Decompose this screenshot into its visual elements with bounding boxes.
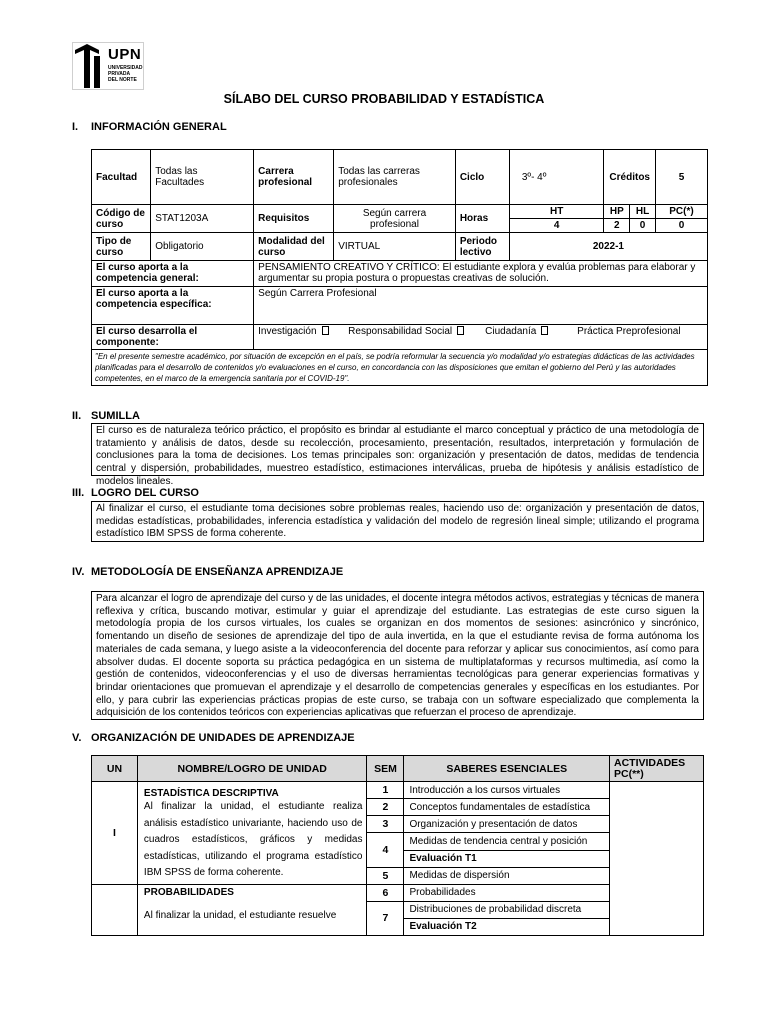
creditos-value: 5 xyxy=(655,150,707,205)
ciclo-value: 3º- 4º xyxy=(509,150,604,205)
section-heading-sumilla: II. SUMILLA xyxy=(72,410,140,422)
modalidad-label: Modalidad del curso xyxy=(254,233,334,261)
unit-number: I xyxy=(92,782,138,885)
facultad-label: Facultad xyxy=(92,150,151,205)
comp-ciudadania: Ciudadanía xyxy=(485,326,548,337)
section-heading-logro: III. LOGRO DEL CURSO xyxy=(72,487,199,499)
horas-label: Horas xyxy=(455,205,509,233)
col-un: UN xyxy=(92,756,138,782)
evaluacion-t2: Evaluación T2 xyxy=(404,918,610,935)
requisitos-value: Según carrera profesional xyxy=(334,205,456,233)
units-table xyxy=(91,755,704,936)
logo-text: UPN xyxy=(108,46,142,63)
sem-number: 2 xyxy=(367,799,404,816)
sem-number: 7 xyxy=(367,901,404,935)
saber-item: Medidas de tendencia central y posición xyxy=(404,833,610,851)
covid-note: "En el presente semestre académico, por situación de excepción en el país, se podría reformular la secuencia y/o modalidad y/o estrategias didácticas de las actividades planificadas para el desarrollo de contenidos y/o evaluaciones en el curso, en concordancia con las disposiciones que emitan el gobierno del Perú y las autoridades competentes, en el marco de la emergencia sanitaria por el COVID-19". xyxy=(92,350,708,386)
hp-label: HP xyxy=(604,205,630,219)
evaluacion-t1: Evaluación T1 xyxy=(404,850,610,867)
saber-item: Probabilidades xyxy=(404,884,610,901)
upn-logo xyxy=(72,42,144,90)
codigo-label: Código de curso xyxy=(92,205,151,233)
unit-2-title: PROBABILIDADES xyxy=(143,886,234,898)
componentes xyxy=(254,325,708,350)
table-row xyxy=(92,782,704,799)
metodologia-text: Para alcanzar el logro de aprendizaje del curso y de las unidades, el docente integra métodos activos, estrategias y técnicas de manera reflexiva y crítica, buscando motivar, estimular y guiar el aprendizaje del estudiante. Las estrategias de este curso siguen la metodología propia de los cursos virtuales, los cuales se organizan en dos momentos de sesiones: asincrónico y sincrónico, fomentando un diseño de sesiones de aprendizaje del tipo de aula invertida, en la que el estudiante revisa de forma autónoma los materiales de cada semana, y luego asiste a la videoconferencia del docente para reforzar y aplicar sus conocimientos, así como para absolver dudas. El docente soporta su práctica pedagógica en un sistema de multiplataformas y recursos multimedia, así como la gestión de contenidos, videoconferencias y el uso de diversas herramientas tecnológicas para generar experiencias formativas y brindar orientaciones que promuevan el aprendizaje y el desarrollo de competencias generales y específicas en los estudiantes. Por ello, y para cubrir las experiencias prácticas propias de este curso, se trabaja con un software especializado que complementa la adquisición de los contenidos teóricos con experiencias aplicativas que refuerzan el proceso de aprendizaje. xyxy=(91,591,704,720)
hl-label: HL xyxy=(630,205,656,219)
unit-1-cell xyxy=(137,782,367,885)
desarrolla-label: El curso desarrolla el componente: xyxy=(92,325,254,350)
checkbox-icon[interactable] xyxy=(457,326,464,335)
comp-practica: Práctica Preprofesional xyxy=(577,326,681,337)
col-actividades: ACTIVIDADES PC(**) xyxy=(610,756,704,782)
codigo-value: STAT1203A xyxy=(151,205,254,233)
aporta-especifica-label: El curso aporta a la competencia específica: xyxy=(92,287,254,325)
sem-number: 5 xyxy=(367,867,404,884)
saber-item: Medidas de dispersión xyxy=(404,867,610,884)
col-saberes: SABERES ESENCIALES xyxy=(404,756,610,782)
actividades-cell xyxy=(610,782,704,936)
unit-2-cell xyxy=(137,884,367,935)
section-heading-metodologia: IV. METODOLOGÍA DE ENSEÑANZA APRENDIZAJE xyxy=(72,566,344,578)
tipo-value: Obligatorio xyxy=(151,233,254,261)
pc-value: 0 xyxy=(655,219,707,233)
col-sem: SEM xyxy=(367,756,404,782)
saber-item: Distribuciones de probabilidad discreta xyxy=(404,901,610,918)
periodo-value: 2022-1 xyxy=(509,233,707,261)
col-nombre: NOMBRE/LOGRO DE UNIDAD xyxy=(137,756,367,782)
sem-number: 6 xyxy=(367,884,404,901)
requisitos-label: Requisitos xyxy=(254,205,334,233)
aporta-general-value: PENSAMIENTO CREATIVO Y CRÍTICO: El estudiante explora y evalúa problemas para elaborar y argumentar su propia postura o propuestas creativas de solución. xyxy=(254,261,708,287)
aporta-especifica-value: Según Carrera Profesional xyxy=(254,287,708,325)
unit-2-logro: Al finalizar la unidad, el estudiante resuelve xyxy=(143,909,337,921)
ciclo-label: Ciclo xyxy=(455,150,509,205)
hp-value: 2 xyxy=(604,219,630,233)
hl-value: 0 xyxy=(630,219,656,233)
sem-number: 4 xyxy=(367,833,404,868)
sem-number: 3 xyxy=(367,816,404,833)
logo-subtitle: UNIVERSIDAD PRIVADA DEL NORTE xyxy=(108,65,143,83)
pc-label: PC(*) xyxy=(655,205,707,219)
general-info-table xyxy=(91,149,708,386)
document-title: SÍLABO DEL CURSO PROBABILIDAD Y ESTADÍSTICA xyxy=(223,92,545,106)
unit-1-title: ESTADÍSTICA DESCRIPTIVA xyxy=(143,788,279,799)
sem-number: 1 xyxy=(367,782,404,799)
periodo-label: Periodo lectivo xyxy=(455,233,509,261)
section-heading-info-general: I. INFORMACIÓN GENERAL xyxy=(72,121,227,133)
comp-responsabilidad: Responsabilidad Social xyxy=(348,326,464,337)
logro-text: Al finalizar el curso, el estudiante toma decisiones sobre problemas reales, haciendo uso de: organización y presentación de datos, medidas estadísticas, probabilidades, inferencia estadística y validación del modelo de regresión lineal simple; utilizando el programa estadístico IBM SPSS de forma coherente. xyxy=(91,501,704,542)
creditos-label: Créditos xyxy=(604,150,656,205)
ht-label: HT xyxy=(509,205,604,219)
unit-1-logro: Al finalizar la unidad, el estudiante realiza análisis estadístico univariante, haciendo uso de cuadros estadísticos, gráficos y medidas estadísticas, utilizando el programa estadístico IBM SPSS de forma coherente. xyxy=(143,801,363,878)
facultad-value: Todas las Facultades xyxy=(151,150,254,205)
comp-investigacion: Investigación xyxy=(258,326,328,337)
checkbox-icon[interactable] xyxy=(541,326,548,335)
modalidad-value: VIRTUAL xyxy=(334,233,456,261)
unit-2-number xyxy=(92,884,138,935)
saber-item: Introducción a los cursos virtuales xyxy=(404,782,610,799)
carrera-value: Todas las carreras profesionales xyxy=(334,150,456,205)
tipo-label: Tipo de curso xyxy=(92,233,151,261)
checkbox-icon[interactable] xyxy=(322,326,329,335)
ht-value: 4 xyxy=(509,219,604,233)
saber-item: Conceptos fundamentales de estadística xyxy=(404,799,610,816)
aporta-general-label: El curso aporta a la competencia general: xyxy=(92,261,254,287)
section-heading-unidades: V. ORGANIZACIÓN DE UNIDADES DE APRENDIZAJE xyxy=(72,732,355,744)
sumilla-text: El curso es de naturaleza teórico práctico, el propósito es brindar al estudiante el marco conceptual y práctico de una metodología de tratamiento y análisis de datos, desde su recolección, procesamiento, presentación, resultados, interpretación y formulación de conclusiones para la toma de decisiones. Los temas principales son: organización y presentación de datos, medidas de tendencia central y dispersión, probabilidades, muestreo estadístico, estimaciones interválicas, prueba de hipótesis y análisis estadístico de modelos lineales. xyxy=(91,423,704,476)
saber-item: Organización y presentación de datos xyxy=(404,816,610,833)
carrera-label: Carrera profesional xyxy=(254,150,334,205)
